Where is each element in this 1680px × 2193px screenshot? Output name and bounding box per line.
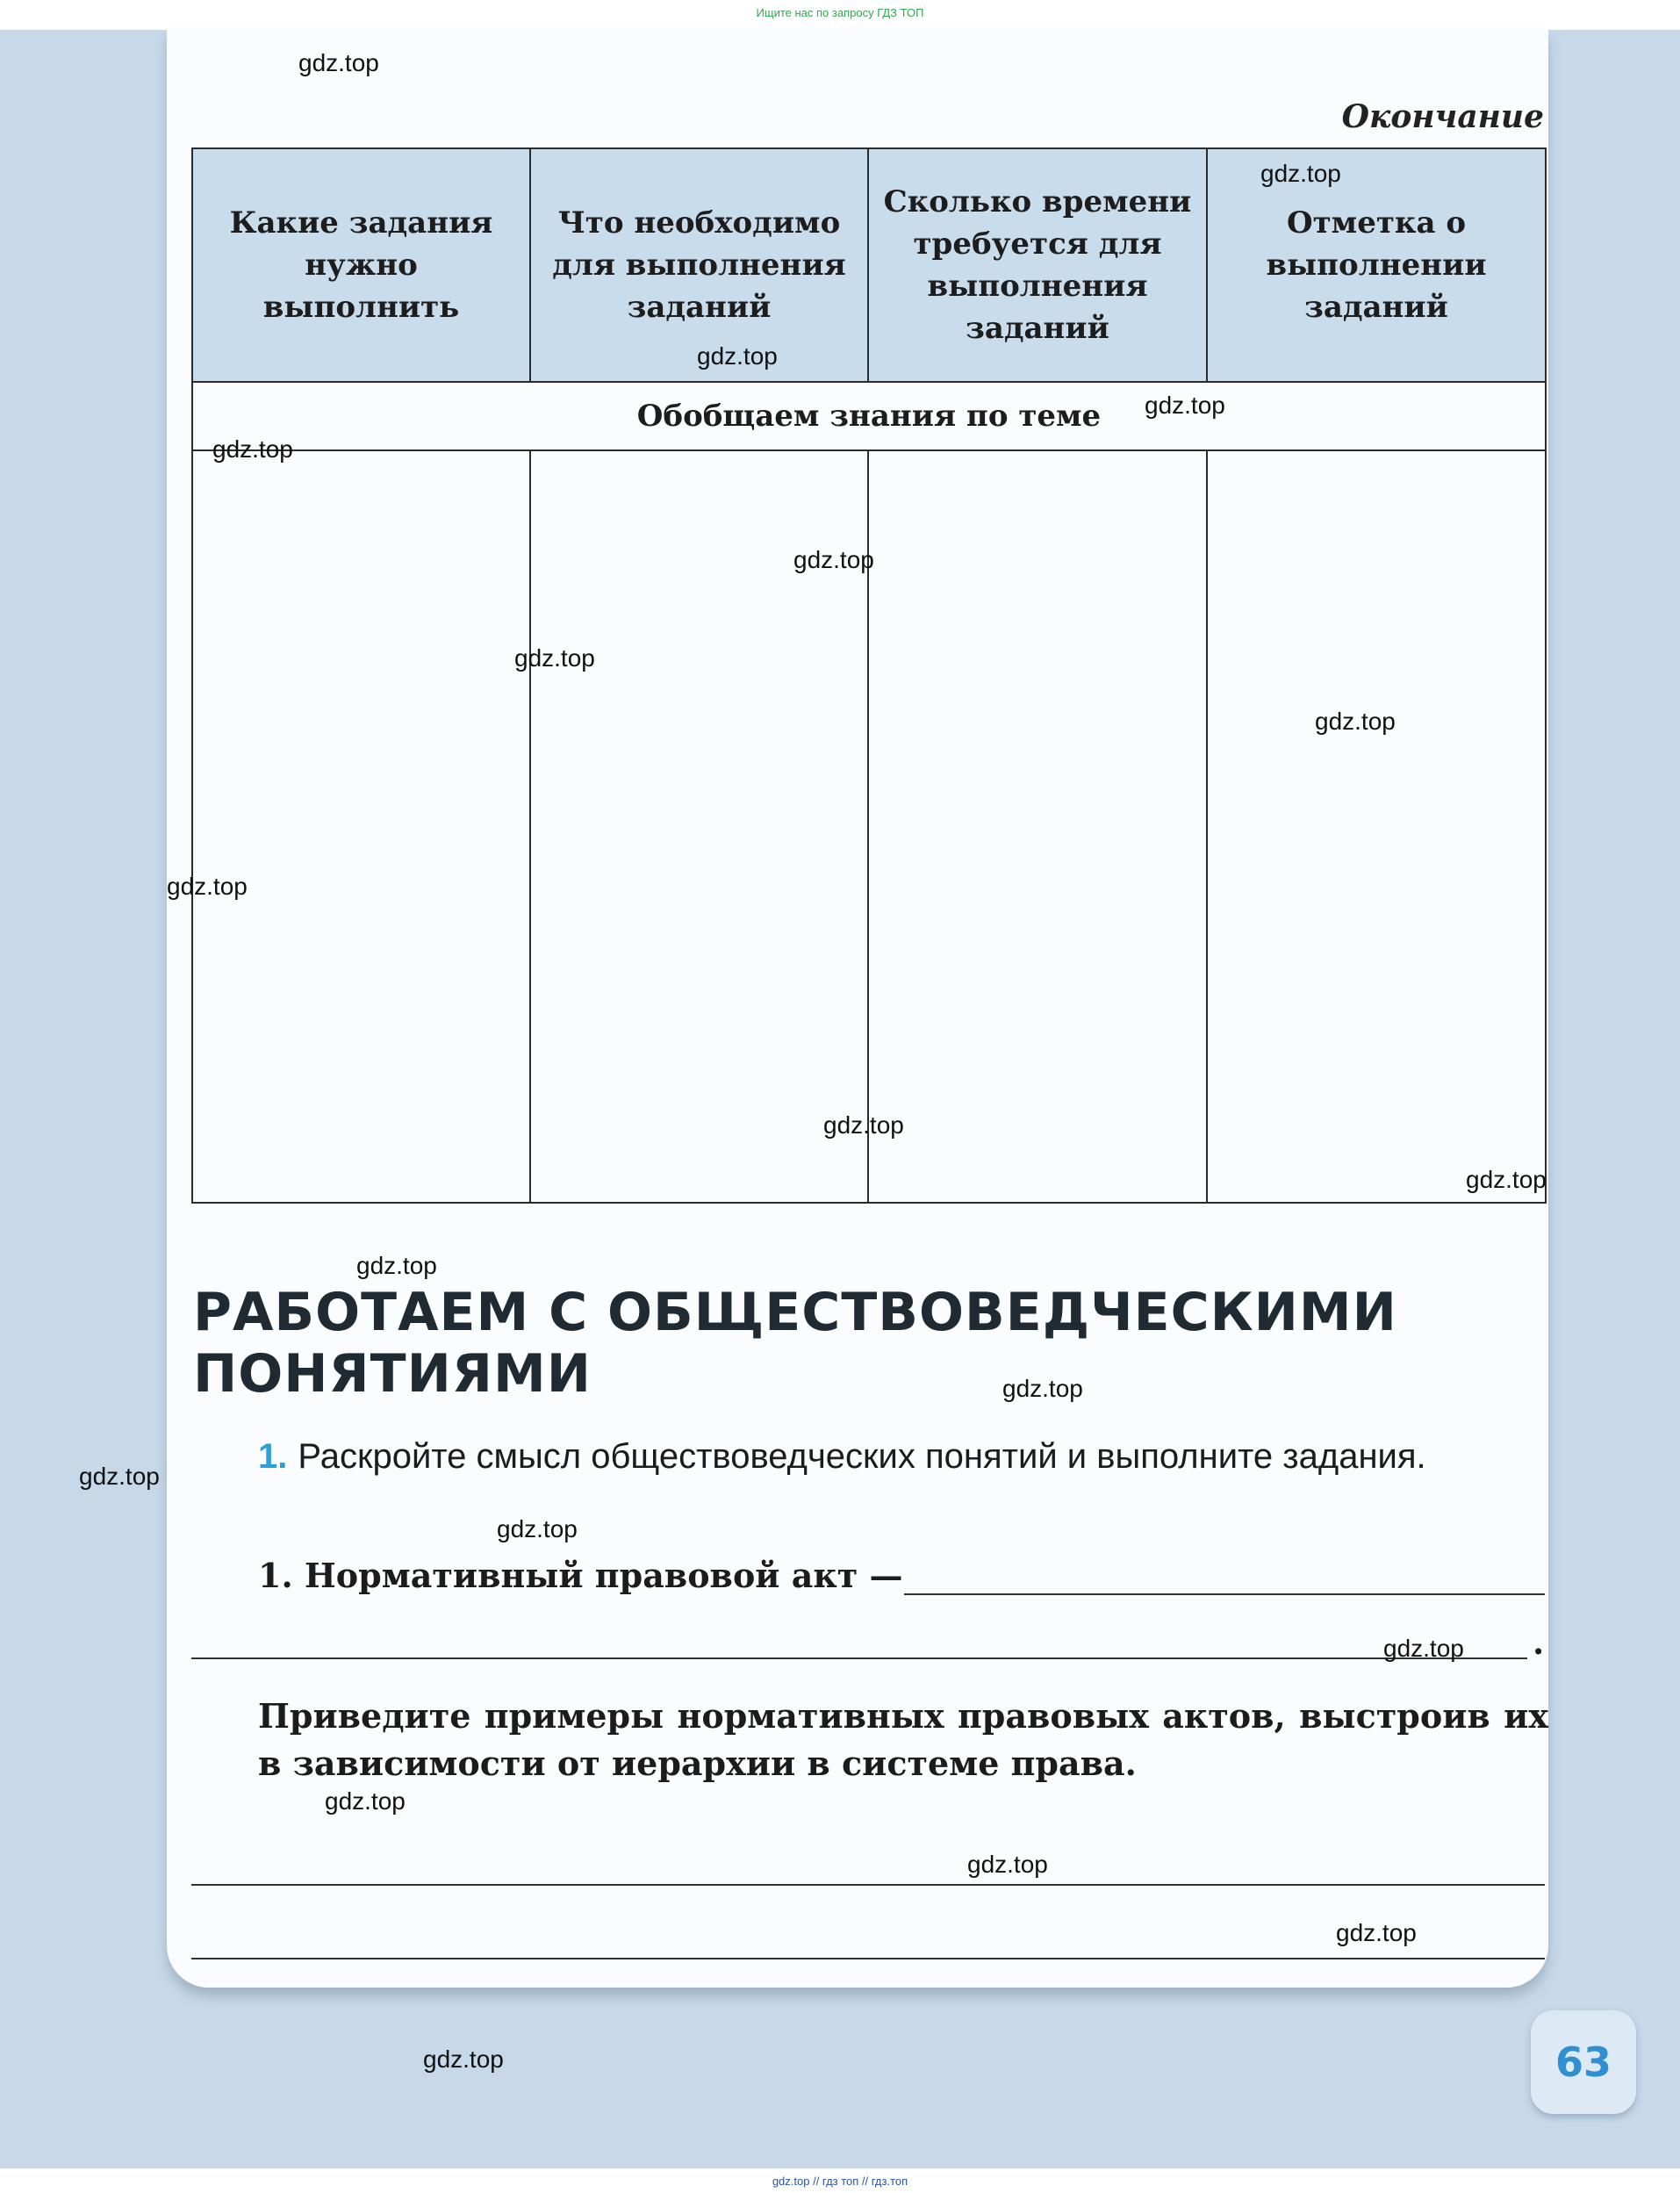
header-requirements: Что необходимо для выполнения заданий <box>530 148 868 382</box>
watermark: gdz.top <box>697 342 778 370</box>
top-banner: Ищите нас по запросу ГДЗ ТОП <box>756 6 924 19</box>
blank-cell-completion[interactable] <box>1207 450 1546 1203</box>
header-tasks: Какие задания нужно выполнить <box>192 148 530 382</box>
section-heading: РАБОТАЕМ С ОБЩЕСТВОВЕДЧЕСКИМИ ПОНЯТИЯМИ <box>193 1282 1397 1405</box>
watermark: gdz.top <box>79 1463 160 1490</box>
watermark: gdz.top <box>325 1787 406 1815</box>
answer-line-1a[interactable] <box>904 1593 1545 1595</box>
watermark: gdz.top <box>212 435 293 463</box>
answer-line-1b[interactable] <box>191 1657 1527 1659</box>
item-1-end-period: . <box>1533 1622 1545 1662</box>
watermark: gdz.top <box>1383 1635 1464 1662</box>
table-topic-row <box>192 382 1546 450</box>
bottom-banner: gdz.top // гдз топ // гдз.топ <box>772 2175 908 2188</box>
watermark: gdz.top <box>967 1851 1048 1878</box>
answer-line-2b[interactable] <box>191 1958 1545 1959</box>
task-1 <box>258 1432 1548 1481</box>
study-plan-table <box>191 147 1547 1204</box>
item-1-label: 1. Нормативный правовой акт — <box>258 1556 903 1595</box>
header-completion-mark: Отметка о выполнении заданий <box>1207 148 1546 382</box>
watermark: gdz.top <box>356 1252 437 1279</box>
task-number: 1. <box>258 1437 288 1476</box>
task-text: Раскройте смысл обществоведческих понятий и выполните задания. <box>298 1437 1426 1476</box>
answer-line-2a[interactable] <box>191 1884 1545 1886</box>
ending-label: Окончание <box>1341 98 1544 135</box>
watermark: gdz.top <box>1336 1919 1417 1946</box>
watermark: gdz.top <box>423 2046 504 2073</box>
watermark: gdz.top <box>793 546 874 573</box>
page-number: 63 <box>1531 2010 1636 2114</box>
watermark: gdz.top <box>1466 1166 1547 1193</box>
examples-prompt: Приведите примеры нормативных правовых актов, выстроив их в зависимости от иерархии в системе права. <box>258 1696 1548 1783</box>
blank-cell-tasks[interactable] <box>192 450 530 1203</box>
watermark: gdz.top <box>167 873 248 900</box>
topic-row-label: Обобщаем знания по теме <box>192 382 1546 450</box>
watermark: gdz.top <box>823 1111 904 1139</box>
table-header-row <box>192 148 1546 382</box>
watermark: gdz.top <box>1260 160 1341 187</box>
watermark: gdz.top <box>1145 392 1225 419</box>
watermark: gdz.top <box>1315 708 1396 735</box>
watermark: gdz.top <box>497 1515 578 1542</box>
watermark: gdz.top <box>298 49 379 76</box>
watermark: gdz.top <box>514 644 595 672</box>
watermark: gdz.top <box>1002 1375 1083 1402</box>
blank-cell-time[interactable] <box>868 450 1207 1203</box>
header-time: Сколько времени требуется для выполнения заданий <box>868 148 1207 382</box>
